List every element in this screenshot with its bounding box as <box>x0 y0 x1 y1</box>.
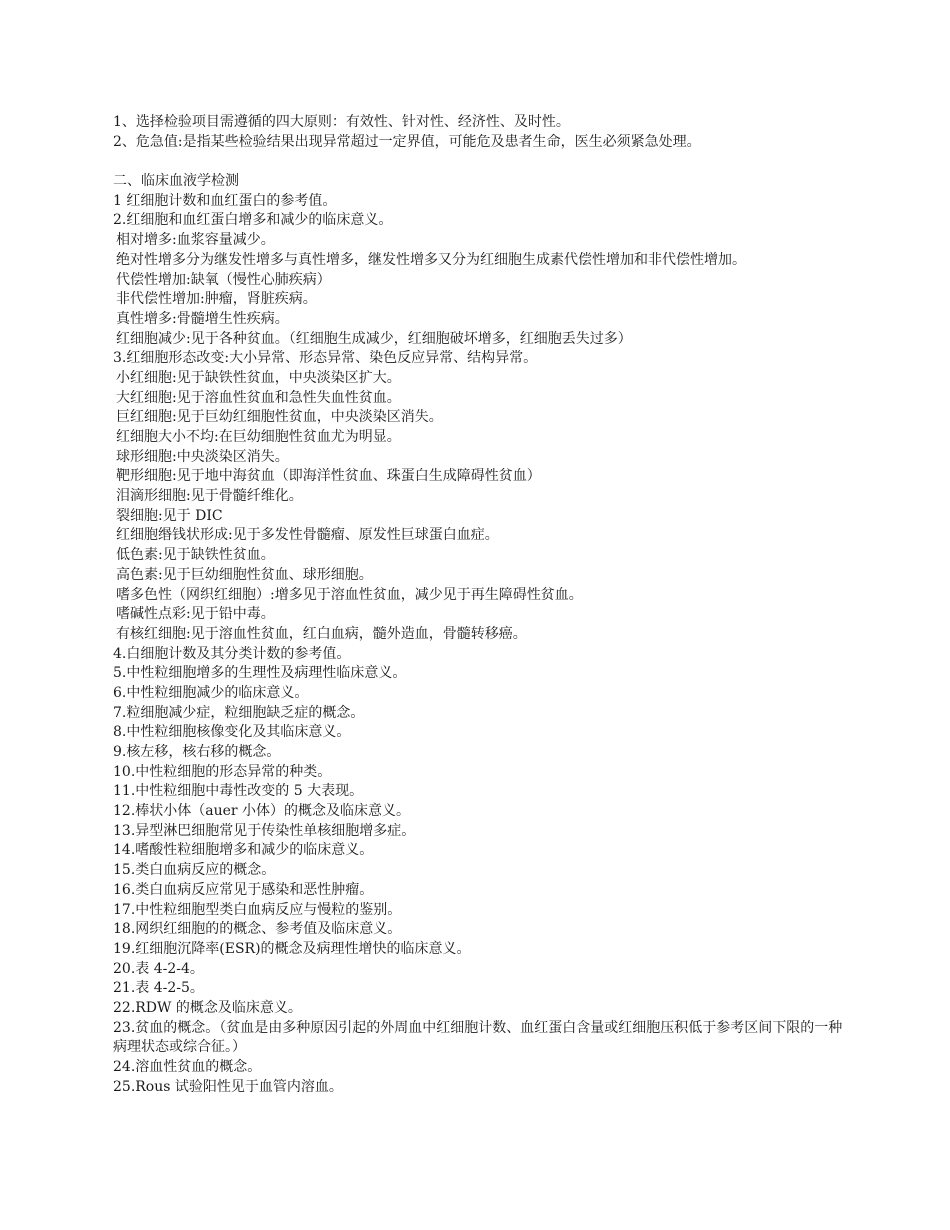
list-item: 15.类白血病反应的概念。 <box>113 862 276 879</box>
intro-line: 2、危急值:是指某些检验结果出现异常超过一定界值，可能危及患者生命，医生必须紧急处理。 <box>113 133 701 150</box>
list-item: 大红细胞:见于溶血性贫血和急性失血性贫血。 <box>116 389 401 406</box>
spacer <box>113 152 853 172</box>
list-item: 嗜多色性（网织红细胞）:增多见于溶血性贫血，减少见于再生障碍性贫血。 <box>116 586 583 603</box>
list-item: 13.异型淋巴细胞常见于传染性单核细胞增多症。 <box>113 822 416 839</box>
list-item: 巨红细胞:见于巨幼红细胞性贫血，中央淡染区消失。 <box>116 409 443 426</box>
list-item: 高色素:见于巨幼细胞性贫血、球形细胞。 <box>116 566 373 583</box>
list-item: 11.中性粒细胞中毒性改变的 5 大表现。 <box>113 783 364 800</box>
list-item: 1 红细胞计数和血红蛋白的参考值。 <box>113 192 337 209</box>
list-item: 6.中性粒细胞减少的临床意义。 <box>113 684 309 701</box>
list-item: 10.中性粒细胞的形态异常的种类。 <box>113 763 332 780</box>
document-body <box>113 113 853 1097</box>
list-item: 19.红细胞沉降率(ESR)的概念及病理性增快的临床意义。 <box>113 940 471 957</box>
list-item: 真性增多:骨髓增生性疾病。 <box>116 310 289 327</box>
list-item: 红细胞缗钱状形成:见于多发性骨髓瘤、原发性巨球蛋白血症。 <box>116 527 499 544</box>
list-item: 绝对性增多分为继发性增多与真性增多，继发性增多又分为红细胞生成素代偿性增加和非代偿性增加。 <box>116 251 746 268</box>
list-item: 代偿性增加:缺氧（慢性心肺疾病） <box>116 271 331 288</box>
list-item: 21.表 4-2-5。 <box>113 980 204 997</box>
list-item: 靶形细胞:见于地中海贫血（即海洋性贫血、珠蛋白生成障碍性贫血） <box>116 468 541 485</box>
list-item: 20.表 4-2-4。 <box>113 960 204 977</box>
list-item: 24.溶血性贫血的概念。 <box>113 1059 262 1076</box>
item-list <box>113 192 853 1098</box>
list-item: 2.红细胞和血红蛋白增多和减少的临床意义。 <box>113 212 393 229</box>
list-item: 5.中性粒细胞增多的生理性及病理性临床意义。 <box>113 665 407 682</box>
list-item: 非代偿性增加:肿瘤，肾脏疾病。 <box>116 291 317 308</box>
list-item: 9.核左移，核右移的概念。 <box>113 744 281 760</box>
section-title: 二、临床血液学检测 <box>113 173 239 190</box>
list-item: 18.网织红细胞的的概念、参考值及临床意义。 <box>113 921 402 938</box>
list-item: 3.红细胞形态改变:大小异常、形态异常、染色反应异常、结构异常。 <box>113 350 538 367</box>
list-item: 球形细胞:中央淡染区消失。 <box>116 448 289 465</box>
list-item: 裂细胞:见于 DIC <box>116 507 223 524</box>
list-item: 22.RDW 的概念及临床意义。 <box>113 999 302 1016</box>
list-item: 17.中性粒细胞型类白血病反应与慢粒的鉴别。 <box>113 901 402 918</box>
list-item: 小红细胞:见于缺铁性贫血，中央淡染区扩大。 <box>116 369 401 386</box>
list-item: 有核红细胞:见于溶血性贫血，红白血病，髓外造血，骨髓转移癌。 <box>116 625 527 642</box>
list-item: 23.贫血的概念。（贫血是由多种原因引起的外周血中红细胞计数、血红蛋白含量或红细胞压积低于参考区间下限的一种病理状态或综合征。） <box>113 1019 843 1056</box>
list-item: 16.类白血病反应常见于感染和恶性肿瘤。 <box>113 881 374 898</box>
list-item: 7.粒细胞减少症，粒细胞缺乏症的概念。 <box>113 704 365 721</box>
list-item: 4.白细胞计数及其分类计数的参考值。 <box>113 645 351 662</box>
list-item: 嗜碱性点彩:见于铅中毒。 <box>116 606 275 623</box>
list-item: 红细胞减少:见于各种贫血。（红细胞生成减少，红细胞破坏增多，红细胞丢失过多） <box>116 330 632 347</box>
list-item: 泪滴形细胞:见于骨髓纤维化。 <box>116 488 303 505</box>
list-item: 12.棒状小体（auer 小体）的概念及临床意义。 <box>113 803 411 820</box>
list-item: 25.Rous 试验阳性见于血管内溶血。 <box>113 1078 343 1095</box>
list-item: 红细胞大小不均:在巨幼细胞性贫血尤为明显。 <box>116 429 401 445</box>
list-item: 相对增多:血浆容量减少。 <box>116 232 275 249</box>
intro-line: 1、选择检验项目需遵循的四大原则：有效性、针对性、经济性、及时性。 <box>113 114 570 130</box>
list-item: 14.嗜酸性粒细胞增多和减少的临床意义。 <box>113 842 374 859</box>
list-item: 8.中性粒细胞核像变化及其临床意义。 <box>113 724 351 741</box>
list-item: 低色素:见于缺铁性贫血。 <box>116 547 275 564</box>
intro-list <box>113 113 853 152</box>
